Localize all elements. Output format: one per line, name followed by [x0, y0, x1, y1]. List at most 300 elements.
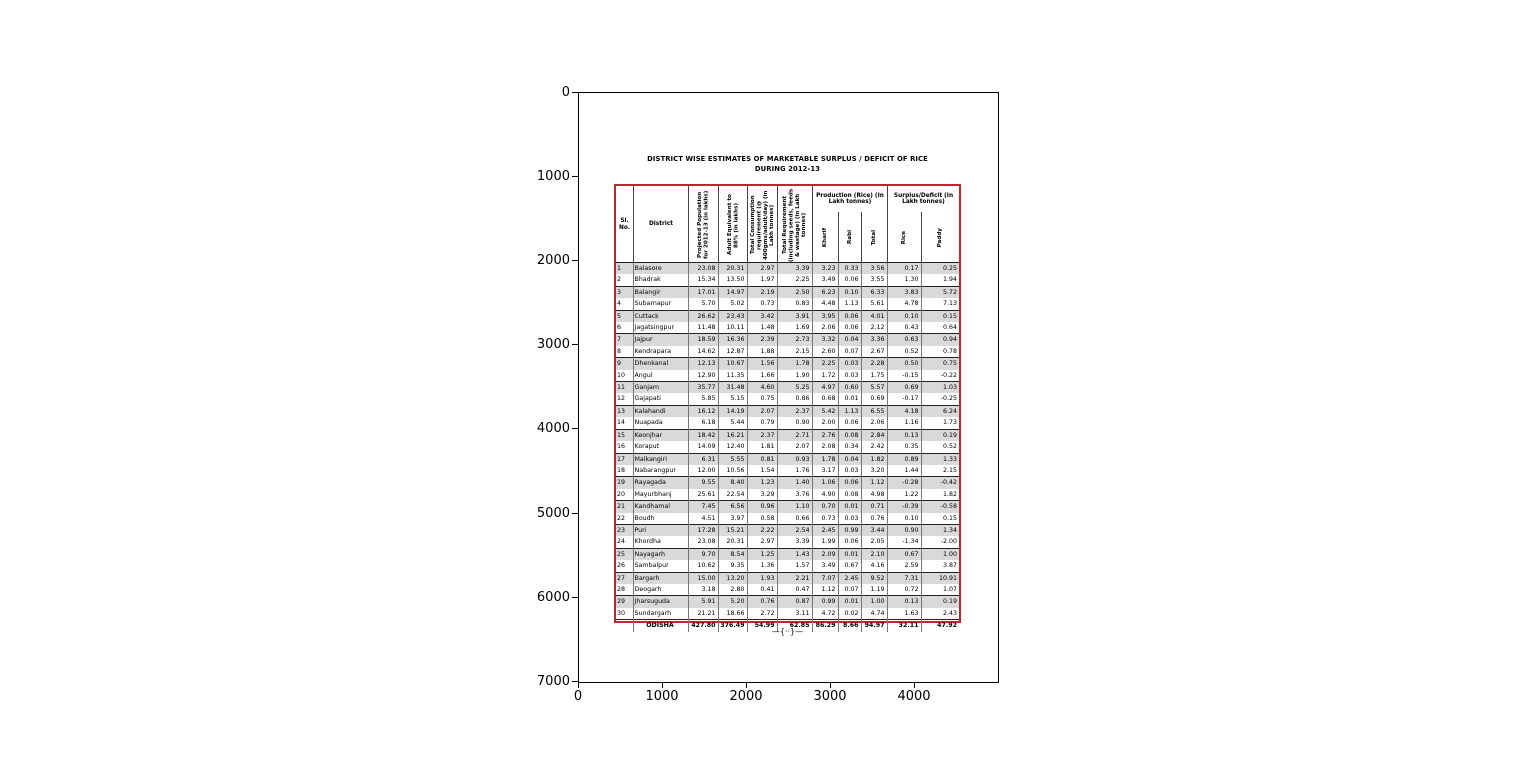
table-header	[616, 186, 959, 263]
value-cell: 0.25	[921, 263, 959, 274]
value-cell: 0.03	[838, 465, 861, 477]
value-cell: 21.21	[688, 608, 718, 620]
value-cell: 94.97	[861, 620, 887, 632]
value-cell: 15.34	[688, 274, 718, 286]
value-cell: 2.59	[887, 560, 921, 572]
header-total: Total	[861, 212, 887, 263]
value-cell: 1.36	[747, 560, 777, 572]
value-cell: 62.85	[777, 620, 812, 632]
value-cell: 2.37	[777, 405, 812, 417]
value-cell: 1.90	[777, 370, 812, 382]
district-cell: Bargarh	[633, 572, 688, 584]
value-cell: 3.18	[688, 584, 718, 596]
value-cell: 2.97	[747, 263, 777, 274]
x-tick-label: 2000	[729, 689, 763, 704]
value-cell: 11.35	[718, 370, 747, 382]
value-cell: 25	[616, 548, 633, 560]
value-cell: 12.40	[718, 441, 747, 453]
value-cell: 0.03	[838, 358, 861, 370]
value-cell: 2.37	[747, 429, 777, 441]
district-cell: Rayagada	[633, 477, 688, 489]
value-cell: 2.22	[747, 524, 777, 536]
value-cell: 0.43	[887, 322, 921, 334]
header-rabi: Rabi	[838, 212, 861, 263]
value-cell: 7	[616, 334, 633, 346]
value-cell: 5.25	[777, 382, 812, 394]
value-cell: 2.19	[747, 286, 777, 298]
value-cell: 2.25	[777, 274, 812, 286]
table-row	[616, 501, 959, 513]
district-cell: Keonjhar	[633, 429, 688, 441]
value-cell: 10.91	[921, 572, 959, 584]
value-cell: 5.20	[718, 596, 747, 608]
district-cell: Sundargarh	[633, 608, 688, 620]
value-cell: 5.02	[718, 298, 747, 310]
district-cell: ODISHA	[633, 620, 688, 632]
value-cell: 0.86	[777, 393, 812, 405]
value-cell: 5.91	[688, 596, 718, 608]
value-cell: 0.34	[838, 441, 861, 453]
value-cell: 1.72	[812, 370, 838, 382]
value-cell: 11.48	[688, 322, 718, 334]
value-cell: 0.68	[812, 393, 838, 405]
value-cell: 3	[616, 286, 633, 298]
value-cell: 19	[616, 477, 633, 489]
value-cell: 2	[617, 276, 622, 284]
value-cell: 16.36	[718, 334, 747, 346]
value-cell: 5.61	[861, 298, 887, 310]
value-cell: 1.73	[921, 417, 959, 429]
value-cell: 2.09	[812, 548, 838, 560]
value-cell: 0.73	[747, 298, 777, 310]
value-cell: 12.90	[688, 370, 718, 382]
y-tick-label: 5000	[536, 506, 570, 521]
value-cell: 6.56	[718, 501, 747, 513]
value-cell: 0.58	[747, 513, 777, 525]
value-cell: -0.39	[887, 501, 921, 513]
value-cell: 0.06	[838, 536, 861, 548]
table-row	[616, 608, 959, 620]
x-tick-label: 3000	[813, 689, 847, 704]
y-tick-label: 1000	[536, 169, 570, 184]
table-body	[616, 263, 959, 632]
value-cell: 2.72	[747, 608, 777, 620]
value-cell: 1.00	[921, 548, 959, 560]
value-cell: 14.09	[688, 441, 718, 453]
value-cell: 1.33	[921, 453, 959, 465]
header-production-group: Production (Rice) (In Lakh tonnes)	[812, 186, 887, 212]
y-tick-label: 6000	[536, 590, 570, 605]
value-cell: 2.97	[747, 536, 777, 548]
table-row	[616, 596, 959, 608]
value-cell: 9.35	[718, 560, 747, 572]
value-cell: 0.78	[921, 346, 959, 358]
value-cell: 0.19	[921, 429, 959, 441]
value-cell: 17	[616, 453, 633, 465]
table-row	[616, 465, 959, 477]
value-cell: 18.59	[688, 334, 718, 346]
value-cell: 3.76	[777, 489, 812, 501]
value-cell: 15	[616, 429, 633, 441]
district-cell: Malkangiri	[633, 453, 688, 465]
district-cell: Nayagarh	[633, 548, 688, 560]
district-cell: Dhenkanal	[633, 358, 688, 370]
table-row	[616, 441, 959, 453]
value-cell: 10.56	[718, 465, 747, 477]
table-row	[616, 322, 959, 334]
value-cell: 0.47	[777, 584, 812, 596]
value-cell: 23.08	[688, 536, 718, 548]
value-cell: 1.44	[887, 465, 921, 477]
value-cell: 13.20	[718, 572, 747, 584]
value-cell: 7.13	[921, 298, 959, 310]
value-cell: 0.90	[777, 417, 812, 429]
table-row	[616, 489, 959, 501]
value-cell: 8	[617, 347, 622, 355]
value-cell: 21	[616, 501, 633, 513]
value-cell: 2.28	[861, 358, 887, 370]
value-cell: 0.52	[921, 441, 959, 453]
value-cell: 0.10	[887, 513, 921, 525]
value-cell: 17.01	[688, 286, 718, 298]
value-cell: 0.06	[838, 310, 861, 322]
value-cell: 10.67	[718, 358, 747, 370]
table-row	[616, 453, 959, 465]
header-district: District	[633, 186, 688, 263]
table-row	[616, 382, 959, 394]
value-cell: 0.04	[838, 453, 861, 465]
value-cell: 5.57	[861, 382, 887, 394]
value-cell: 7.31	[887, 572, 921, 584]
value-cell: 2.21	[777, 572, 812, 584]
value-cell: 1.81	[747, 441, 777, 453]
value-cell: 1.66	[747, 370, 777, 382]
district-cell: Puri	[633, 524, 688, 536]
value-cell: 4.74	[861, 608, 887, 620]
value-cell: 2.12	[861, 322, 887, 334]
value-cell: 22	[617, 514, 626, 522]
value-cell: 0.50	[887, 358, 921, 370]
value-cell: 0.99	[812, 596, 838, 608]
value-cell: 3.56	[861, 263, 887, 274]
value-cell: 2.10	[861, 548, 887, 560]
value-cell: 5	[616, 310, 633, 322]
value-cell: 0.79	[747, 417, 777, 429]
value-cell: 47.92	[921, 620, 959, 632]
value-cell: 3.42	[747, 310, 777, 322]
value-cell: 0.70	[812, 501, 838, 513]
value-cell: -0.28	[887, 477, 921, 489]
value-cell: 3.44	[861, 524, 887, 536]
value-cell: 23.08	[688, 263, 718, 274]
value-cell: 3.39	[777, 263, 812, 274]
value-cell: 11	[616, 382, 633, 394]
value-cell: 1.07	[921, 584, 959, 596]
value-cell: 9.52	[861, 572, 887, 584]
value-cell: 22.54	[718, 489, 747, 501]
value-cell: 1.94	[921, 274, 959, 286]
value-cell: 0.10	[838, 286, 861, 298]
value-cell: -0.15	[887, 370, 921, 382]
value-cell: 2.45	[812, 524, 838, 536]
value-cell: 0.81	[747, 453, 777, 465]
value-cell: 3.91	[777, 310, 812, 322]
y-tick-label: 2000	[536, 253, 570, 268]
value-cell: 2.25	[812, 358, 838, 370]
district-cell: Balangir	[633, 286, 688, 298]
value-cell: 1.82	[861, 453, 887, 465]
value-cell: 15.21	[718, 524, 747, 536]
page-number-mark: —{··}—	[771, 627, 804, 636]
value-cell: 1.40	[777, 477, 812, 489]
value-cell: 4.72	[812, 608, 838, 620]
header-surplus-group: Surplus/Deficit (In Lakh tonnes)	[887, 186, 959, 212]
value-cell: 4.16	[861, 560, 887, 572]
value-cell: 0.33	[838, 263, 861, 274]
value-cell: -1.34	[887, 536, 921, 548]
value-cell: 5.72	[921, 286, 959, 298]
value-cell: 6.33	[861, 286, 887, 298]
value-cell: 12.13	[688, 358, 718, 370]
value-cell: 2.84	[861, 429, 887, 441]
value-cell: 3.39	[777, 536, 812, 548]
table-title	[614, 154, 961, 174]
value-cell: 6.24	[921, 405, 959, 417]
value-cell: 0.01	[838, 596, 861, 608]
table-row	[616, 560, 959, 572]
value-cell: 0.63	[887, 334, 921, 346]
value-cell: 3.36	[861, 334, 887, 346]
value-cell: 0.75	[747, 393, 777, 405]
value-cell: 1.88	[747, 346, 777, 358]
table-row	[616, 286, 959, 298]
value-cell: 2.71	[777, 429, 812, 441]
value-cell: 0.52	[887, 346, 921, 358]
value-cell: 14.97	[718, 286, 747, 298]
value-cell: 3.97	[718, 513, 747, 525]
value-cell: 29	[616, 596, 633, 608]
value-cell: 2.05	[861, 536, 887, 548]
value-cell: 0.07	[838, 346, 861, 358]
value-cell: 2.39	[747, 334, 777, 346]
value-cell: 4.97	[812, 382, 838, 394]
value-cell: 1.10	[777, 501, 812, 513]
header-paddy: Paddy	[921, 212, 959, 263]
table-row	[616, 263, 959, 274]
value-cell: 0.13	[887, 596, 921, 608]
value-cell: 18	[617, 466, 626, 474]
header-adult-equivalent: Adult Equivalent to 88% (in lakhs)	[718, 186, 747, 263]
header-rice: Rice	[887, 212, 921, 263]
value-cell: 1.12	[861, 477, 887, 489]
district-cell: Bhadrak	[633, 274, 688, 286]
value-cell: 6.55	[861, 405, 887, 417]
value-cell: 1.99	[812, 536, 838, 548]
value-cell: 20	[617, 490, 626, 498]
value-cell: 4.01	[861, 310, 887, 322]
value-cell: 2.45	[838, 572, 861, 584]
value-cell: 10.11	[718, 322, 747, 334]
header-sl: Sl. No.	[618, 218, 631, 231]
value-cell: 0.60	[838, 382, 861, 394]
value-cell: 1.34	[921, 524, 959, 536]
value-cell: 5.70	[688, 298, 718, 310]
value-cell: 0.75	[921, 358, 959, 370]
table-row	[616, 370, 959, 382]
value-cell: 2.15	[777, 346, 812, 358]
value-cell: 16.21	[718, 429, 747, 441]
district-rice-table	[614, 184, 961, 630]
value-cell: 427.80	[688, 620, 718, 632]
value-cell: 0.15	[921, 310, 959, 322]
table-row	[616, 513, 959, 525]
value-cell: 2.00	[812, 417, 838, 429]
value-cell: 16.12	[688, 405, 718, 417]
value-cell: 3.49	[812, 560, 838, 572]
value-cell: 0.72	[887, 584, 921, 596]
value-cell: 4.51	[688, 513, 718, 525]
district-cell: Koraput	[633, 441, 688, 453]
value-cell: 14	[617, 419, 626, 427]
value-cell: 15.00	[688, 572, 718, 584]
value-cell: 1.25	[747, 548, 777, 560]
district-cell: Khordha	[633, 536, 688, 548]
x-tick-label: 0	[573, 689, 583, 704]
value-cell: 20.31	[718, 263, 747, 274]
value-cell: 1.06	[812, 477, 838, 489]
district-cell: Jharsuguda	[633, 596, 688, 608]
district-cell: Kendrapara	[633, 346, 688, 358]
value-cell: 5.15	[718, 393, 747, 405]
value-cell: 6.23	[812, 286, 838, 298]
value-cell: 376.49	[718, 620, 747, 632]
value-cell: 2.60	[812, 346, 838, 358]
value-cell: 4.48	[812, 298, 838, 310]
value-cell: 3.29	[747, 489, 777, 501]
value-cell: 1.76	[777, 465, 812, 477]
value-cell: 14.62	[688, 346, 718, 358]
plot-area	[578, 92, 999, 683]
value-cell: -0.58	[921, 501, 959, 513]
district-cell: Deogarh	[633, 584, 688, 596]
value-cell: 9.55	[688, 477, 718, 489]
value-cell: 86.29	[812, 620, 838, 632]
table-row	[616, 298, 959, 310]
value-cell: 2.06	[861, 417, 887, 429]
table-row	[616, 572, 959, 584]
y-tick-label: 3000	[536, 337, 570, 352]
district-cell: Nuapada	[633, 417, 688, 429]
value-cell: 0.96	[747, 501, 777, 513]
value-cell: 1.13	[838, 298, 861, 310]
value-cell: 2.54	[777, 524, 812, 536]
value-cell: 0.06	[838, 274, 861, 286]
value-cell: 1.30	[887, 274, 921, 286]
value-cell: 0.67	[887, 548, 921, 560]
district-cell: Mayurbhanj	[633, 489, 688, 501]
value-cell: 1.00	[861, 596, 887, 608]
value-cell: 0.94	[921, 334, 959, 346]
value-cell: 0.73	[812, 513, 838, 525]
header-kharif: Kharif	[812, 212, 838, 263]
value-cell: 7.45	[688, 501, 718, 513]
value-cell: 1.16	[887, 417, 921, 429]
district-cell: Gajapati	[633, 393, 688, 405]
value-cell: 10.62	[688, 560, 718, 572]
value-cell: 2.06	[812, 322, 838, 334]
value-cell: 32.11	[887, 620, 921, 632]
value-cell: -0.17	[887, 393, 921, 405]
value-cell: 0.69	[887, 382, 921, 394]
table-title-line2: DURING 2012-13	[754, 165, 821, 173]
value-cell: 30	[617, 609, 626, 617]
value-cell: 18.66	[718, 608, 747, 620]
value-cell: 1.69	[777, 322, 812, 334]
x-tick-label: 4000	[897, 689, 931, 704]
value-cell: 4.90	[812, 489, 838, 501]
district-cell: Kalahandi	[633, 405, 688, 417]
value-cell: 35.77	[688, 382, 718, 394]
value-cell: 0.41	[747, 584, 777, 596]
value-cell: 2.50	[777, 286, 812, 298]
value-cell: 6.18	[688, 417, 718, 429]
table-row	[616, 393, 959, 405]
value-cell: 0.35	[887, 441, 921, 453]
value-cell: 1.48	[747, 322, 777, 334]
value-cell: -0.22	[921, 370, 959, 382]
value-cell: 6.31	[688, 453, 718, 465]
table-row	[616, 417, 959, 429]
value-cell: 0.76	[861, 513, 887, 525]
value-cell: 4	[617, 300, 622, 308]
value-cell: 1.82	[921, 489, 959, 501]
value-cell: 0.64	[921, 322, 959, 334]
value-cell: 18.42	[688, 429, 718, 441]
value-cell: 9	[616, 358, 633, 370]
value-cell: 3.87	[921, 560, 959, 572]
value-cell: 2.80	[718, 584, 747, 596]
value-cell: 12.87	[718, 346, 747, 358]
value-cell: 4.60	[747, 382, 777, 394]
value-cell: 16	[617, 443, 626, 451]
value-cell: 0.07	[838, 584, 861, 596]
value-cell: 28	[617, 585, 626, 593]
value-cell: -0.42	[921, 477, 959, 489]
value-cell: 5.55	[718, 453, 747, 465]
header-population: Projected Population for 2012-13 (in lakhs)	[688, 186, 718, 263]
value-cell: 3.20	[861, 465, 887, 477]
value-cell: 0.71	[861, 501, 887, 513]
y-tick-label: 4000	[536, 421, 570, 436]
value-cell: 4.98	[861, 489, 887, 501]
value-cell: 24	[617, 538, 626, 546]
value-cell: 7.07	[812, 572, 838, 584]
value-cell: 54.99	[747, 620, 777, 632]
table-row	[616, 524, 959, 536]
value-cell: 2.07	[747, 405, 777, 417]
value-cell: 0.67	[838, 560, 861, 572]
district-cell: Cuttack	[633, 310, 688, 322]
value-cell: 0.87	[777, 596, 812, 608]
value-cell: 0.01	[838, 548, 861, 560]
value-cell: 0.83	[777, 298, 812, 310]
district-cell: Subarnapur	[633, 298, 688, 310]
value-cell: 23.43	[718, 310, 747, 322]
value-cell: 0.03	[838, 513, 861, 525]
value-cell: 1.13	[838, 405, 861, 417]
value-cell: 1	[617, 265, 622, 272]
y-tick-label: 7000	[536, 674, 570, 689]
